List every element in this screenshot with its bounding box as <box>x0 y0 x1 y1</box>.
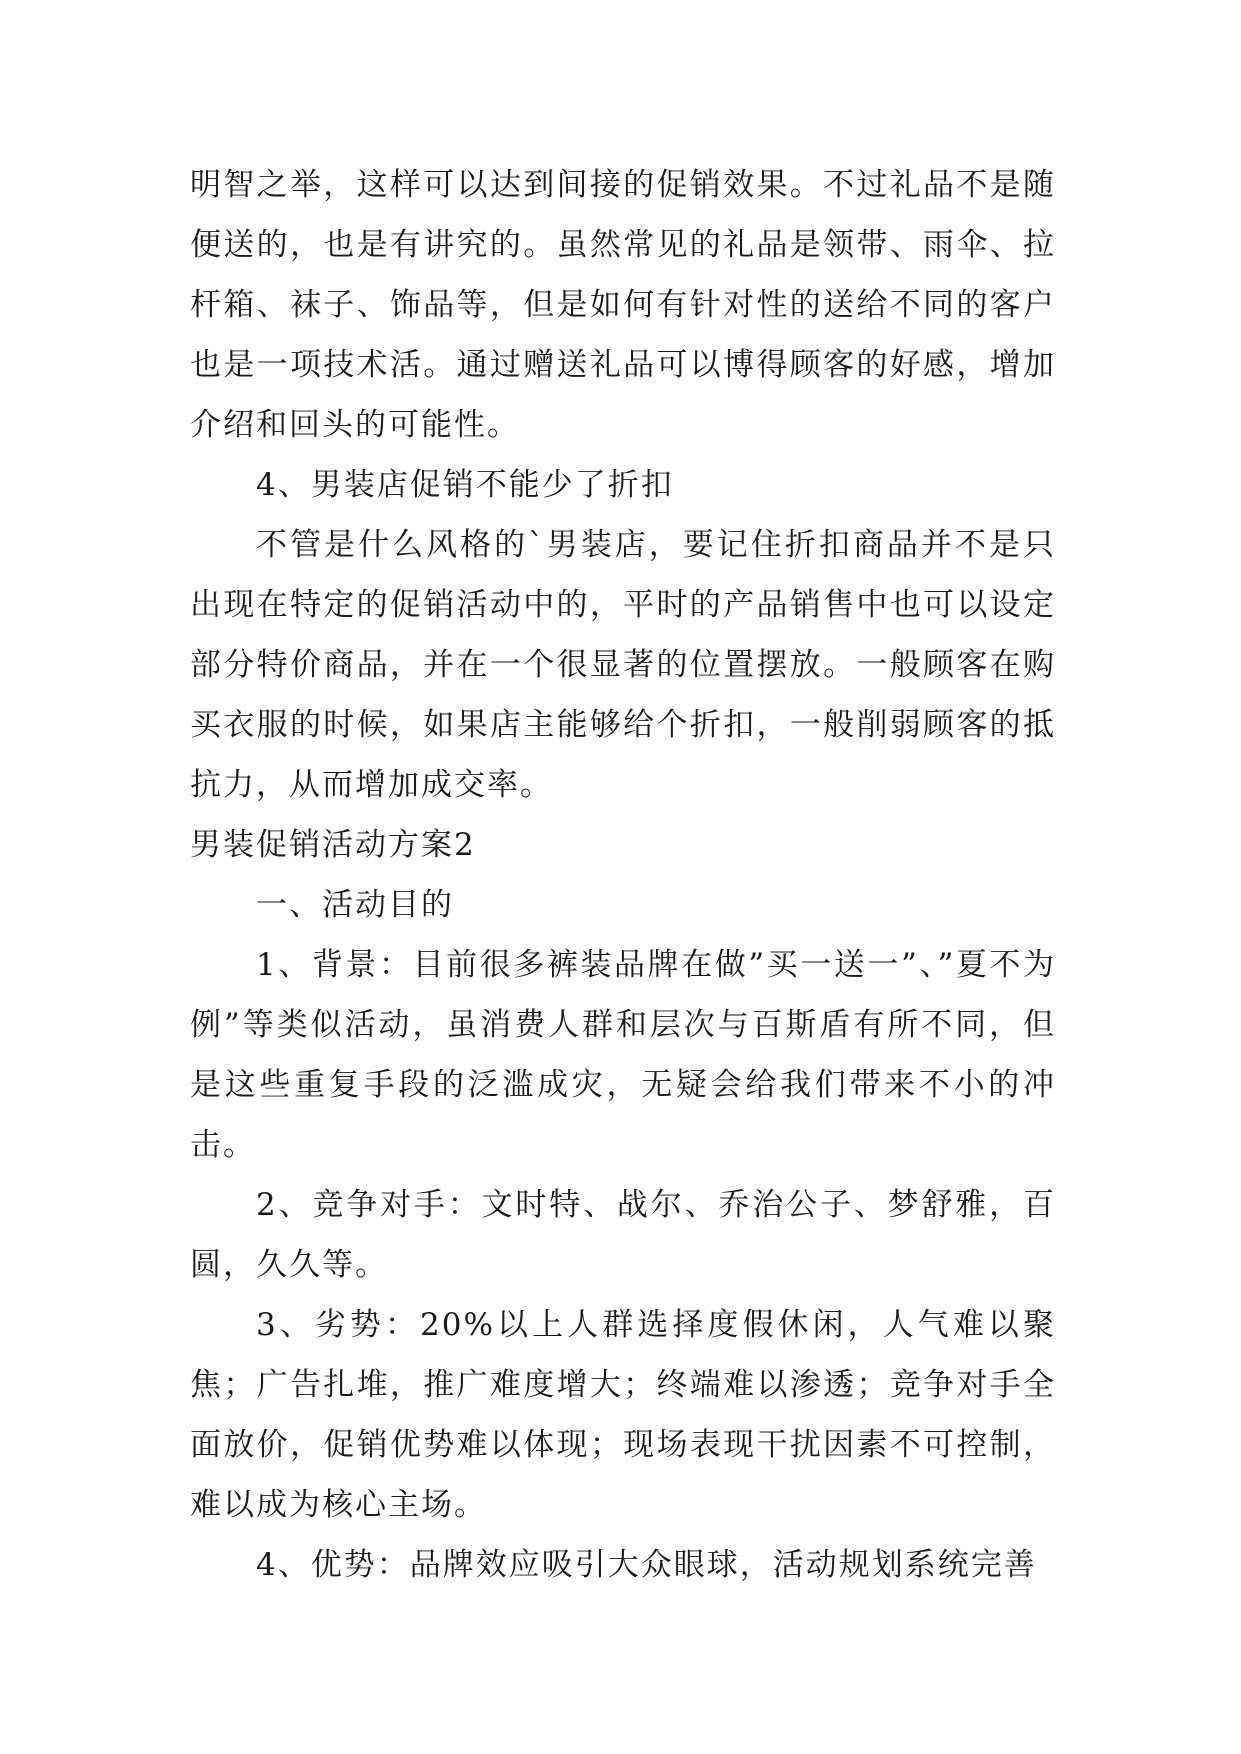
paragraph-strengths: 4、优势：品牌效应吸引大众眼球，活动规划系统完善 <box>256 1547 1037 1583</box>
paragraph-weaknesses: 3、劣势：20%以上人群选择度假休闲，人气难以聚焦；广告扎堆，推广难度增大；终端难以渗透；竞争对手全面放价，促销优势难以体现；现场表现干扰因素不可控制，难以成为核心主场。 <box>190 1307 1056 1523</box>
document-page <box>190 155 1056 1595</box>
paragraph-background: 1、背景：目前很多裤装品牌在做”买一送一”、”夏不为例”等类似活动，虽消费人群和层次与百斯盾有所不同，但是这些重复手段的泛滥成灾，无疑会给我们带来不小的冲击。 <box>190 947 1056 1163</box>
heading-discount: 4、男装店促销不能少了折扣 <box>256 467 674 503</box>
heading-activity-purpose: 一、活动目的 <box>256 887 454 923</box>
paragraph-gift-promotion: 明智之举，这样可以达到间接的促销效果。不过礼品不是随便送的，也是有讲究的。虽然常见的礼品是领带、雨伞、拉杆箱、袜子、饰品等，但是如何有针对性的送给不同的客户也是一项技术活。通过赠送礼品可以博得顾客的好感，增加介绍和回头的可能性。 <box>190 167 1056 443</box>
paragraph-competitors: 2、竞争对手：文时特、战尔、乔治公子、梦舒雅，百圆，久久等。 <box>190 1187 1056 1283</box>
section-title-plan-2: 男装促销活动方案2 <box>190 827 476 863</box>
paragraph-discount: 不管是什么风格的`男装店，要记住折扣商品并不是只出现在特定的促销活动中的，平时的产品销售中也可以设定部分特价商品，并在一个很显著的位置摆放。一般顾客在购买衣服的时候，如果店主能够给个折扣，一般削弱顾客的抵抗力，从而增加成交率。 <box>190 527 1056 803</box>
